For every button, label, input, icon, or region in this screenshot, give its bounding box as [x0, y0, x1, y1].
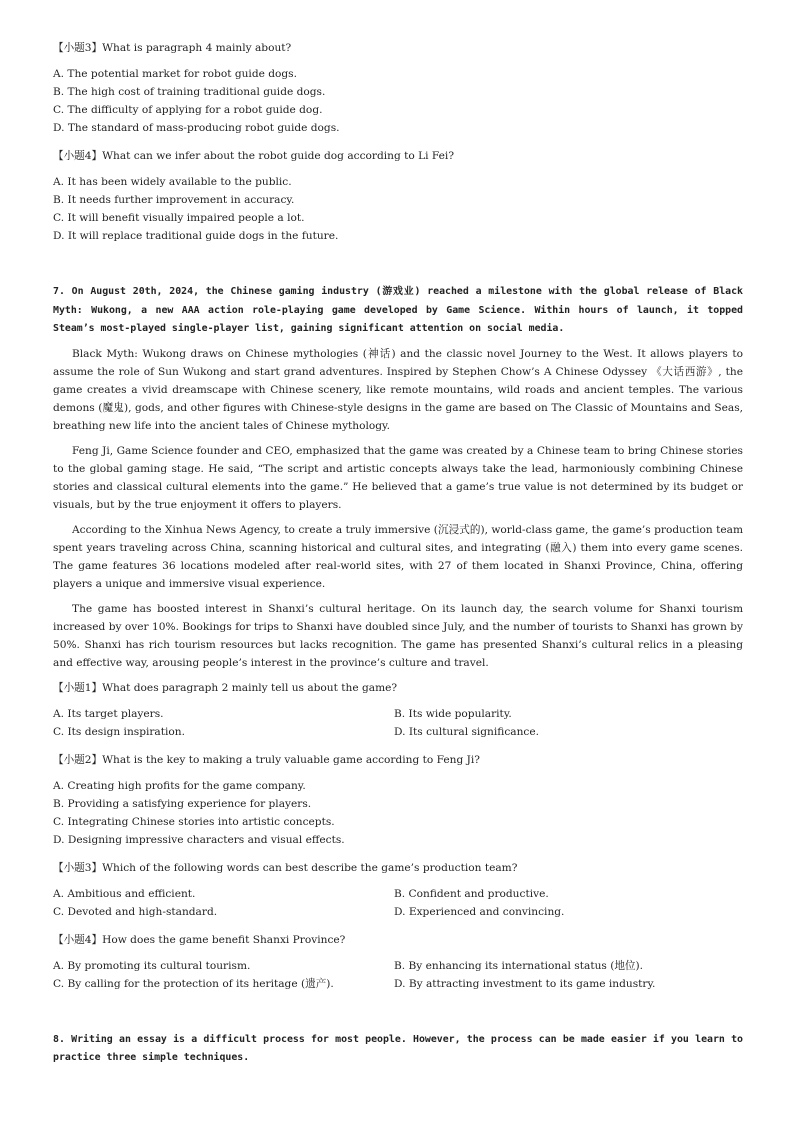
question-4: 【小题4】How does the game benefit Shanxi Province?	[53, 933, 346, 946]
option-c: C. Integrating Chinese stories into artistic concepts.	[53, 815, 335, 828]
option-a: A. Ambitious and efficient.	[53, 887, 196, 900]
option-c: C. Its design inspiration.	[53, 725, 185, 738]
option-b: B. By enhancing its international status (地位).	[394, 959, 644, 972]
worksheet-page	[53, 36, 743, 1068]
question-1: 【小题1】What does paragraph 2 mainly tell us about the game?	[53, 681, 398, 694]
option-a: A. The potential market for robot guide dogs.	[53, 68, 297, 80]
option-c: C. Devoted and high-standard.	[53, 905, 218, 918]
options-grid	[53, 885, 743, 921]
option-a: A. By promoting its cultural tourism.	[53, 959, 251, 972]
option-d: D. The standard of mass-producing robot guide dogs.	[53, 122, 340, 134]
option-c: C. The difficulty of applying for a robot guide dog.	[53, 104, 323, 116]
option-d: D. By attracting investment to its game industry.	[394, 977, 656, 990]
passage-7-paragraph-4: According to the Xinhua News Agency, to create a truly immersive (沉浸式的), world-class game, the game’s production team spent years traveling across China, scanning historical and cultural sites, and integrating (融入) them into every game scenes. The game features 36 locations modeled after real-world sites, with 27 of them located in Shanxi Province, China, offering players a unique and immersive visual experience.	[53, 523, 743, 590]
question-4-prev: 【小题4】What can we infer about the robot guide dog according to Li Fei?	[53, 150, 454, 162]
option-a: A. Its target players.	[53, 707, 164, 720]
question-2: 【小题2】What is the key to making a truly valuable game according to Feng Ji?	[53, 753, 480, 766]
passage-7-paragraph-5: The game has boosted interest in Shanxi’s cultural heritage. On its launch day, the search volume for Shanxi tourism increased by over 10%. Bookings for trips to Shanxi have doubled since July, and the number of tourists to Shanxi has grown by 50%. Shanxi has rich tourism resources but lacks recognition. The game has presented Shanxi’s cultural relics in a pleasing and effective way, arousing people’s interest in the province’s culture and travel.	[53, 602, 743, 669]
option-b: B. The high cost of training traditional guide dogs.	[53, 86, 326, 98]
passage-7-paragraph-3: Feng Ji, Game Science founder and CEO, emphasized that the game was created by a Chinese team to bring Chinese stories to the global gaming stage. He said, “The script and artistic concepts always take the lead, harmoniously combining Chinese stories and classical cultural elements into the game.” He believed that a game’s true value is not determined by its budget or visuals, but by the true enjoyment it offers to players.	[53, 444, 743, 511]
passage-7-paragraph-2: Black Myth: Wukong draws on Chinese mythologies (神话) and the classic novel Journey to the West. It allows players to assume the role of Sun Wukong and start grand adventures. Inspired by Stephen Chow’s A Chinese Odyssey 《大话西游》, the game creates a vivid dreamscape with Chinese scenery, like remote mountains, wild roads and ancient temples. The various demons (魔鬼), gods, and other figures with Chinese-style designs in the game are based on The Classic of Mountains and Seas, breathing new life into the ancient tales of Chinese mythology.	[53, 347, 743, 432]
option-a: A. It has been widely available to the public.	[53, 176, 292, 188]
option-b: B. It needs further improvement in accuracy.	[53, 194, 295, 206]
passage-7-intro: 7. On August 20th, 2024, the Chinese gaming industry (游戏业) reached a milestone with the global release of Black Myth: Wukong, a new AAA action role-playing game developed by Game Science. Within hours of launch, it topped Steam’s most-played single-player list, gaining significant attention on social media.	[53, 286, 743, 334]
option-b: B. Confident and productive.	[394, 887, 549, 900]
option-d: D. Its cultural significance.	[394, 725, 539, 738]
options-grid	[53, 705, 743, 741]
question-3: 【小题3】Which of the following words can best describe the game’s production team?	[53, 861, 518, 874]
option-c: C. By calling for the protection of its heritage (遗产).	[53, 977, 334, 990]
option-b: B. Its wide popularity.	[394, 707, 512, 720]
question-3-prev: 【小题3】What is paragraph 4 mainly about?	[53, 42, 292, 54]
option-c: C. It will benefit visually impaired people a lot.	[53, 212, 305, 224]
option-d: D. Designing impressive characters and visual effects.	[53, 833, 345, 846]
option-d: D. Experienced and convincing.	[394, 905, 565, 918]
option-b: B. Providing a satisfying experience for players.	[53, 797, 312, 810]
option-a: A. Creating high profits for the game company.	[53, 779, 306, 792]
passage-8-intro: 8. Writing an essay is a difficult process for most people. However, the process can be made easier if you learn to practice three simple techniques.	[53, 1033, 743, 1063]
options-grid	[53, 957, 743, 993]
option-d: D. It will replace traditional guide dogs in the future.	[53, 230, 339, 242]
